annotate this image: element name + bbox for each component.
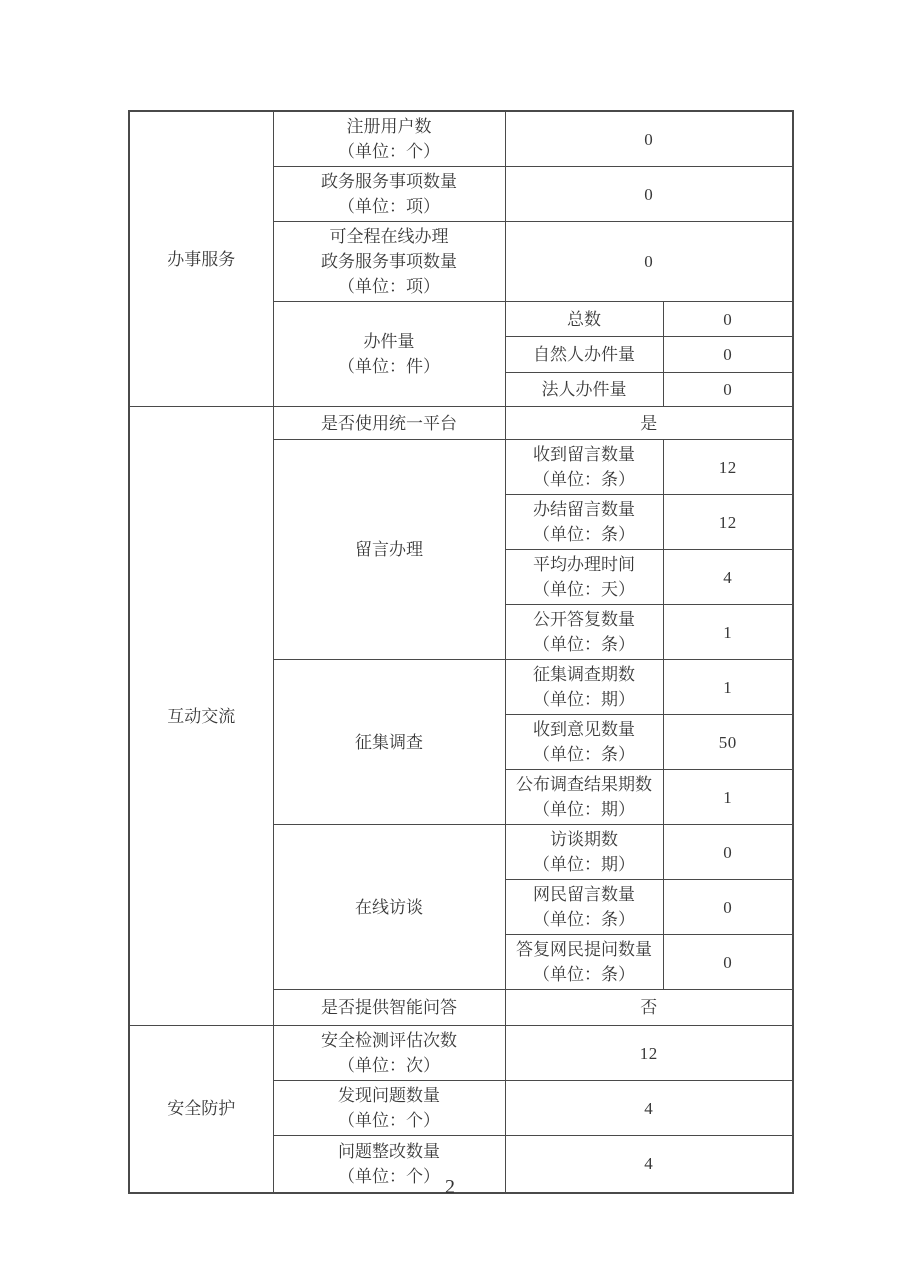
label-line: 政务服务事项数量: [321, 172, 457, 191]
report-table: [128, 110, 794, 1194]
label-line: 政务服务事项数量: [321, 252, 457, 271]
value-cell-survey-periods: 1: [663, 660, 793, 715]
label-line: 发现问题数量: [338, 1086, 440, 1105]
value-cell-gov-service-items: 0: [505, 167, 793, 222]
unit-line: （单位：项）: [338, 277, 440, 296]
label-cell-interview: 在线访谈: [273, 825, 505, 990]
value-cell-online-full-process: 0: [505, 222, 793, 302]
label-line: 公开答复数量: [533, 610, 635, 629]
label-cell-gov-service-items: [273, 167, 505, 222]
category-cell-interaction: 互动交流: [129, 407, 273, 1026]
unit-line: （单位：条）: [533, 910, 635, 929]
unit-line: （单位：条）: [533, 745, 635, 764]
unit-line: （单位：条）: [533, 965, 635, 984]
label-cell-unified-platform: 是否使用统一平台: [273, 407, 505, 440]
unit-line: （单位：个）: [338, 142, 440, 161]
category-cell-security: 安全防护: [129, 1026, 273, 1193]
sublabel-cell-netizen-messages: [505, 880, 663, 935]
label-line: 征集调查期数: [533, 665, 635, 684]
unit-line: （单位：条）: [533, 525, 635, 544]
value-cell-messages-received: 12: [663, 440, 793, 495]
table-row: [129, 1026, 793, 1081]
label-cell-message-handling: 留言办理: [273, 440, 505, 660]
sublabel-cell-messages-received: [505, 440, 663, 495]
unit-line: （单位：期）: [533, 800, 635, 819]
sublabel-cell-average-handling-time: [505, 550, 663, 605]
label-line: 网民留言数量: [533, 885, 635, 904]
unit-line: （单位：条）: [533, 635, 635, 654]
label-line: 可全程在线办理: [329, 227, 449, 246]
sublabel-cell-legal-person: 法人办件量: [505, 373, 663, 407]
label-cell-survey: 征集调查: [273, 660, 505, 825]
sublabel-cell-total: 总数: [505, 302, 663, 337]
label-line: 安全检测评估次数: [321, 1031, 457, 1050]
value-cell-average-handling-time: 4: [663, 550, 793, 605]
sublabel-cell-netizen-questions-answered: [505, 935, 663, 990]
table-row: [129, 407, 793, 440]
label-line: 平均办理时间: [533, 555, 635, 574]
unit-line: （单位：项）: [338, 197, 440, 216]
sublabel-cell-messages-completed: [505, 495, 663, 550]
value-cell-registered-users: 0: [505, 111, 793, 167]
label-line: 办结留言数量: [533, 500, 635, 519]
value-cell-unified-platform: 是: [505, 407, 793, 440]
value-cell-problems-rectified: 4: [505, 1136, 793, 1193]
value-cell-public-replies: 1: [663, 605, 793, 660]
category-cell-service: 办事服务: [129, 111, 273, 407]
label-cell-registered-users: [273, 111, 505, 167]
unit-line: （单位：天）: [533, 580, 635, 599]
label-cell-problems-found: [273, 1081, 505, 1136]
value-cell-netizen-messages: 0: [663, 880, 793, 935]
sublabel-cell-natural-person: 自然人办件量: [505, 337, 663, 373]
value-cell-opinions-received: 50: [663, 715, 793, 770]
label-cell-case-volume: [273, 302, 505, 407]
sublabel-cell-opinions-received: [505, 715, 663, 770]
sublabel-cell-survey-periods: [505, 660, 663, 715]
unit-line: （单位：条）: [533, 470, 635, 489]
page-number: 2: [445, 1176, 455, 1198]
unit-line: （单位：件）: [338, 357, 440, 376]
label-cell-smart-qa: 是否提供智能问答: [273, 990, 505, 1026]
label-line: 访谈期数: [550, 830, 618, 849]
value-cell-legal-person: 0: [663, 373, 793, 407]
label-cell-security-assessments: [273, 1026, 505, 1081]
value-cell-messages-completed: 12: [663, 495, 793, 550]
unit-line: （单位：个）: [338, 1111, 440, 1130]
table-row: [129, 111, 793, 167]
value-cell-natural-person: 0: [663, 337, 793, 373]
label-line: 收到意见数量: [533, 720, 635, 739]
value-cell-survey-results-published: 1: [663, 770, 793, 825]
unit-line: （单位：个）: [338, 1166, 440, 1186]
label-line: 公布调查结果期数: [516, 775, 652, 794]
value-cell-total: 0: [663, 302, 793, 337]
unit-line: （单位：期）: [533, 690, 635, 709]
value-cell-security-assessments: 12: [505, 1026, 793, 1081]
label-line: 答复网民提问数量: [516, 940, 652, 959]
unit-line: （单位：次）: [338, 1056, 440, 1075]
sublabel-cell-survey-results-published: [505, 770, 663, 825]
label-cell-online-full-process: [273, 222, 505, 302]
sublabel-cell-public-replies: [505, 605, 663, 660]
sublabel-cell-interview-periods: [505, 825, 663, 880]
value-cell-smart-qa: 否: [505, 990, 793, 1026]
value-cell-problems-found: 4: [505, 1081, 793, 1136]
value-cell-netizen-questions-answered: 0: [663, 935, 793, 990]
label-line: 办件量: [363, 332, 415, 351]
value-cell-interview-periods: 0: [663, 825, 793, 880]
label-line: 问题整改数量: [338, 1141, 440, 1161]
label-line: 注册用户数: [346, 117, 432, 136]
unit-line: （单位：期）: [533, 855, 635, 874]
label-line: 收到留言数量: [533, 445, 635, 464]
